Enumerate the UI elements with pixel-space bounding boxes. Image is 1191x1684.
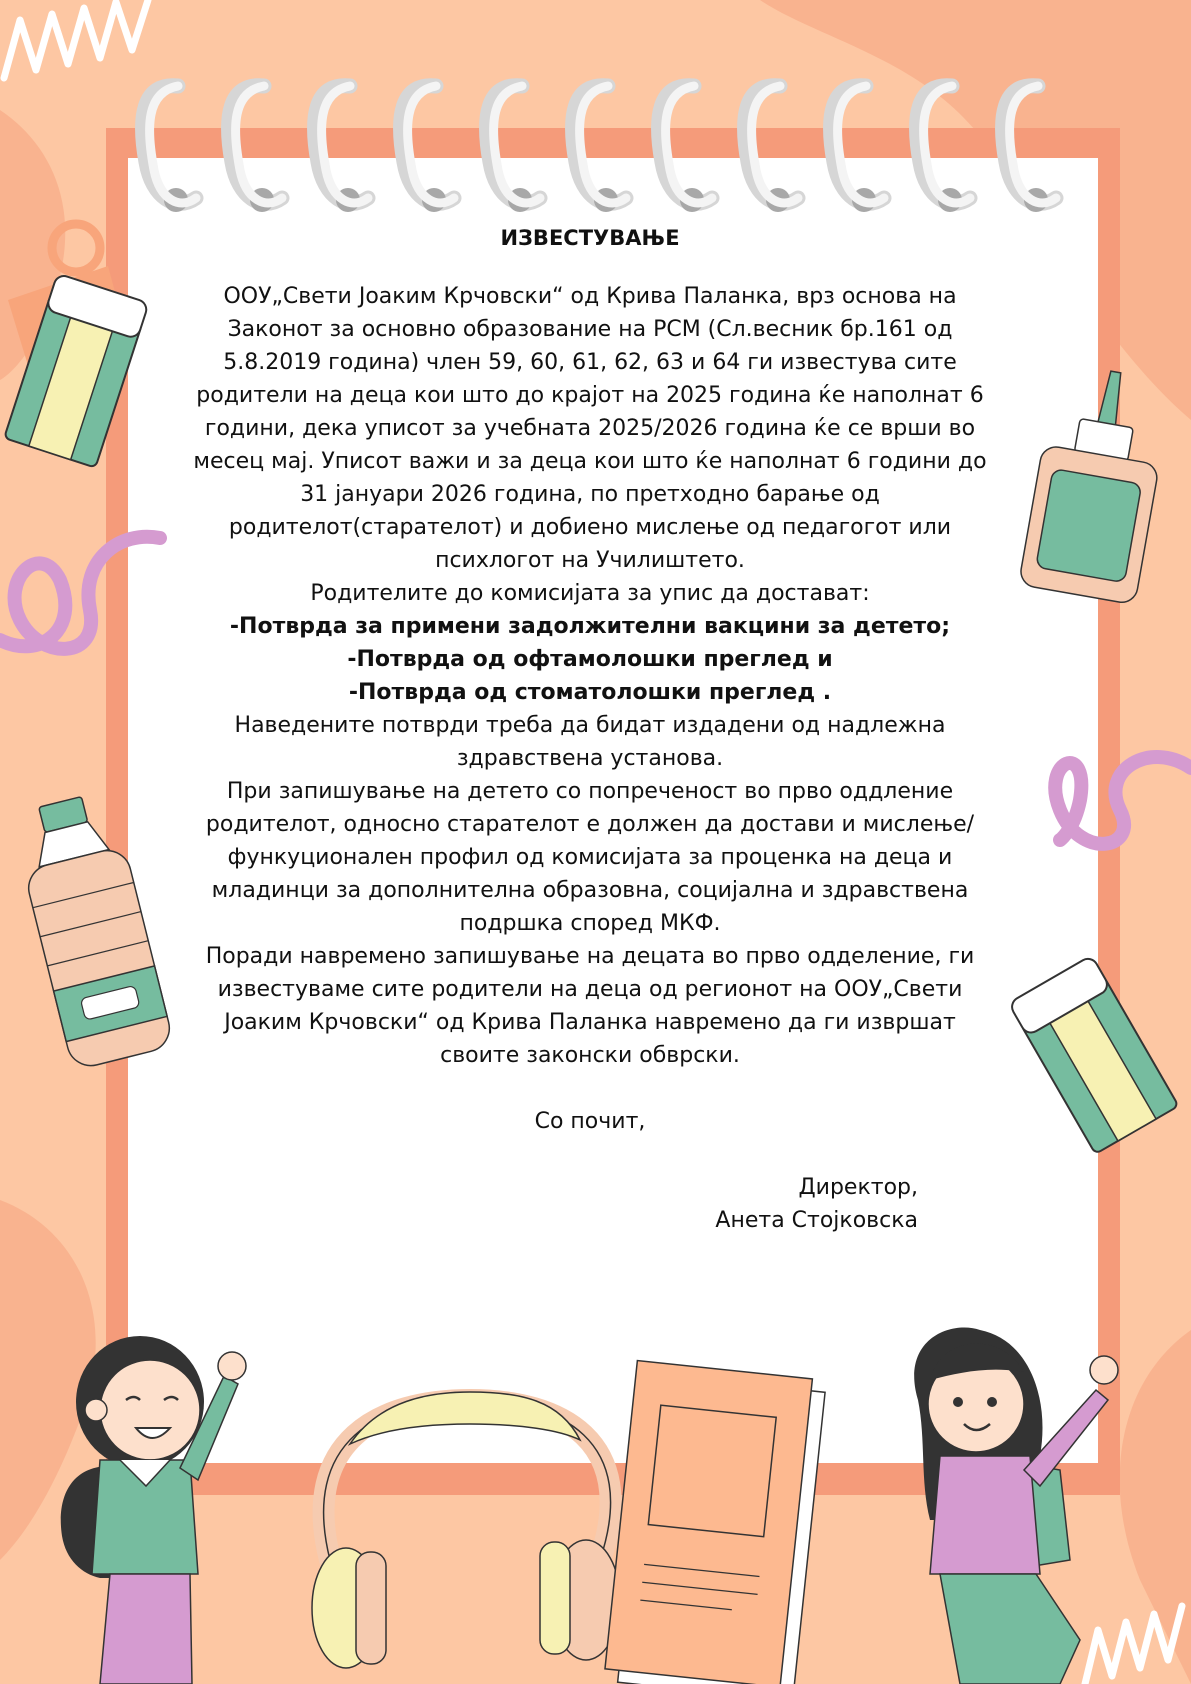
requirement-vaccines: -Потврда за примени задолжителни вакцини за детето; bbox=[229, 614, 951, 639]
closing-greeting: Со почит, bbox=[534, 1109, 646, 1134]
zigzag-top-left bbox=[4, 0, 148, 78]
bg-blob-top-left bbox=[0, 110, 65, 380]
certificates-paragraph: Наведените потврди треба да бидат издадени од надлежна здравствена установа. bbox=[234, 713, 946, 771]
bg-blob-bottom-left bbox=[0, 1200, 96, 1560]
director-title: Директор, bbox=[798, 1175, 918, 1200]
intro-paragraph: ООУ„Свети Јоаким Крчовски“ од Крива Паланка, врз основа на Законот за основно образование на РСМ (Сл.весник бр.161 од 5.8.2019 година) член 59, 60, 61, 62, 63 и 64 ги известува сите родители на деца кои што до крајот на 2025 година ќе наполнат 6 години, дека уписот за учебната 2025/2026 година ќе се врши во месец мај. Уписот важи и за деца кои што ќе наполнат 6 години до 31 јануари 2026 година, по претходно барање од родителот(старателот) и добиено мислење од педагогот или психлогот на Училиштето. bbox=[193, 284, 987, 573]
parents-line: Родителите до комисијата за упис да достават: bbox=[310, 581, 870, 606]
requirement-dental: -Потврда од стоматолошки преглед . bbox=[348, 680, 832, 705]
notice-title: ИЗВЕСТУВАЊЕ bbox=[500, 226, 680, 250]
disability-paragraph: При запишување на детето со попреченост во прво оддление родителот, односно старателот е должен да достави и мислење/ функуционален профил од комисијата за проценка на деца и младинци за дополнителна образовна, социјална и здравствена подршка според МКФ. bbox=[205, 779, 975, 936]
director-name: Анета Стојковска bbox=[715, 1208, 918, 1233]
timely-paragraph: Поради навремено запишување на децата во прво одделение, ги известуваме сите родители на деца од регионот на ООУ„Свети Јоаким Крчовски“ од Крива Паланка навремено да ги извршат своите законски обврски. bbox=[205, 944, 975, 1068]
notice-document bbox=[190, 220, 990, 1237]
requirement-ophthalmology: -Потврда од офтамолошки преглед и bbox=[347, 647, 833, 672]
